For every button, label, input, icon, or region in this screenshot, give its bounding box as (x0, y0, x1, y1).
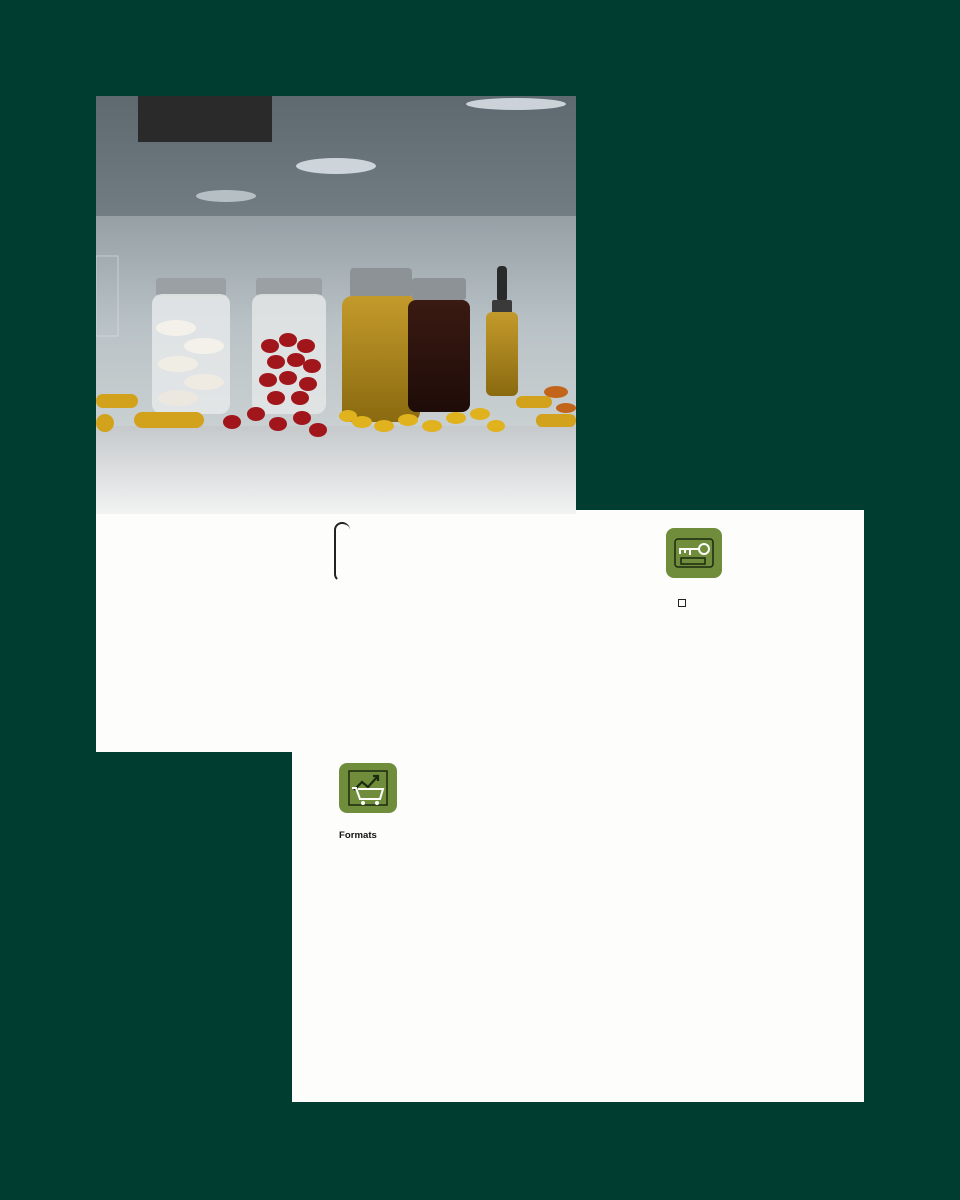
section-tag (138, 96, 272, 142)
paragraph (666, 597, 821, 609)
shopping-cart-chart-icon (339, 763, 397, 813)
hero-photo-supplement-bottles (96, 96, 576, 514)
article-intro (334, 520, 556, 582)
page-folio (136, 720, 142, 731)
subhead-turnkey (666, 584, 821, 595)
drop-cap (334, 522, 350, 582)
key-icon (666, 528, 722, 578)
subhead-product-categories: Formats (339, 830, 377, 841)
column-c (666, 518, 821, 621)
column-a (339, 753, 494, 843)
end-mark-icon (678, 599, 686, 607)
magazine-page-left (96, 96, 576, 752)
